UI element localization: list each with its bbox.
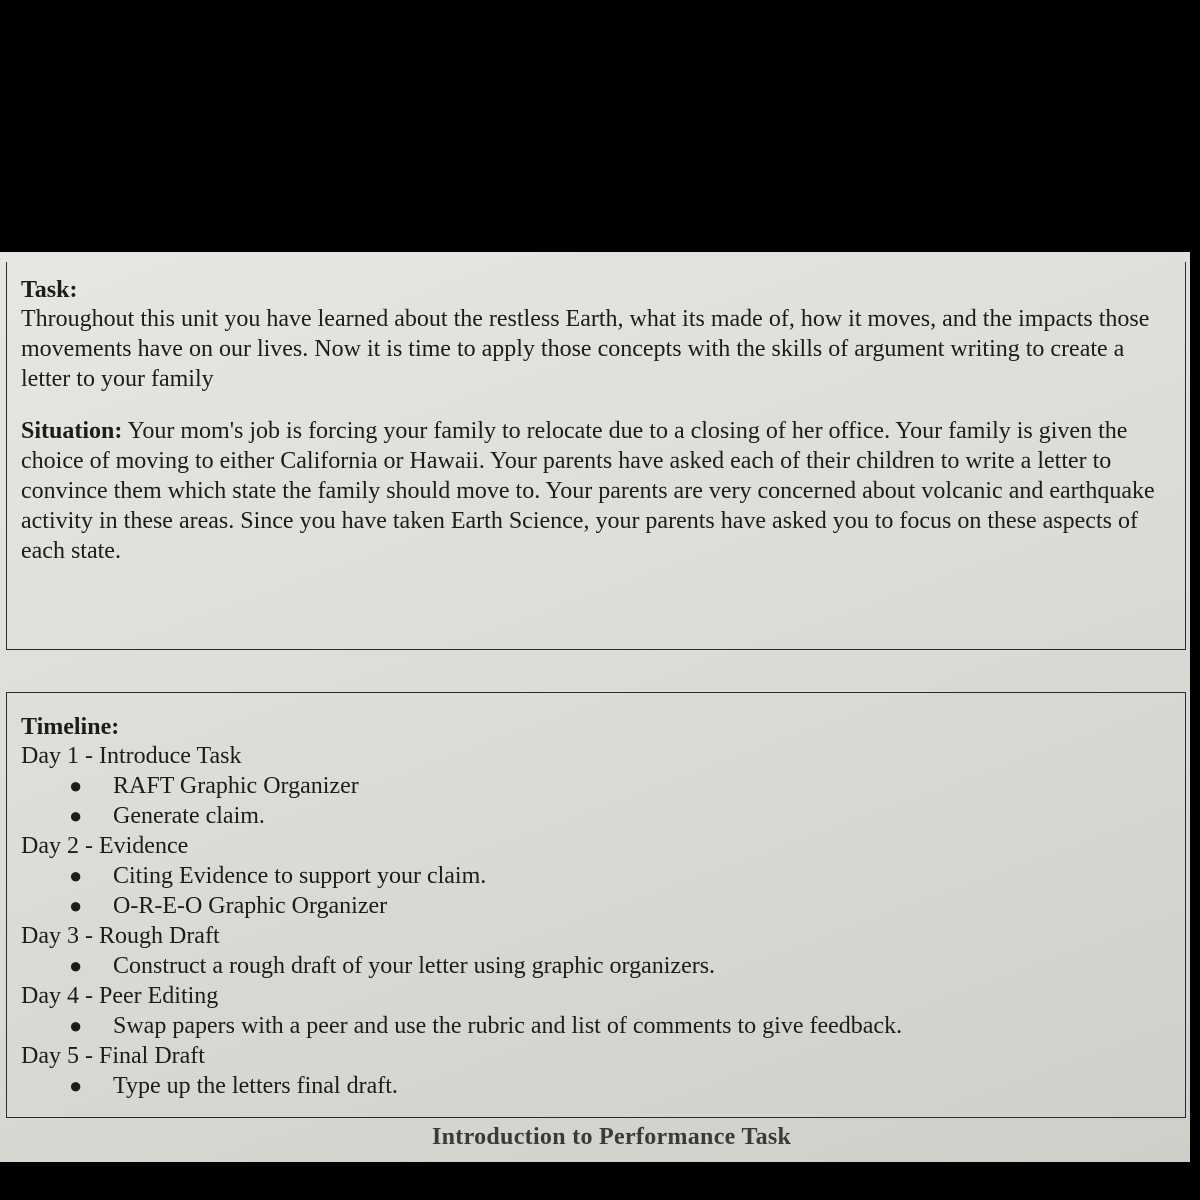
situation-body: Your mom's job is forcing your family to relocate due to a closing of her office. Your family is given the choice of moving to either California or Hawaii. Your parents have asked each of their children to write a letter to convince them which state the family should move to. Your parents are very concerned about volcanic and earthquake activity in these areas. Since you have taken Earth Science, your parents have asked you to focus on these aspects of each state.	[21, 418, 1155, 564]
list-item: ● O-R-E-O Graphic Organizer	[69, 893, 388, 919]
footer-title: Introduction to Performance Task	[432, 1124, 792, 1150]
bullet-icon: ●	[69, 1013, 83, 1038]
list-item: ● Swap papers with a peer and use the rubric and list of comments to give feedback.	[69, 1013, 903, 1039]
situation-paragraph	[21, 416, 1171, 566]
day-1-label: Day 1 - Introduce Task	[21, 743, 242, 769]
bullet-icon: ●	[69, 863, 83, 888]
bullet-icon: ●	[69, 893, 83, 918]
day-4-items	[21, 1011, 1171, 1041]
day-5-items	[21, 1071, 1171, 1101]
situation-label: Situation:	[21, 418, 123, 444]
day-4-label: Day 4 - Peer Editing	[21, 983, 219, 1009]
timeline-heading: Timeline:	[21, 714, 120, 740]
list-item: ● Generate claim.	[69, 803, 265, 829]
task-heading: Task:	[21, 277, 78, 303]
list-item: ● Citing Evidence to support your claim.	[69, 863, 487, 889]
task-body: Throughout this unit you have learned about the restless Earth, what its made of, how it moves, and the impacts those movements have on our lives. Now it is time to apply those concepts with the skills of argument writing to create a letter to your family	[21, 306, 1150, 392]
bullet-icon: ●	[69, 803, 83, 828]
bullet-icon: ●	[69, 1073, 83, 1098]
bullet-icon: ●	[69, 773, 83, 798]
day-3-label: Day 3 - Rough Draft	[21, 923, 220, 949]
list-item: ● RAFT Graphic Organizer	[69, 773, 359, 799]
day-3-items	[21, 951, 1171, 981]
day-5-label: Day 5 - Final Draft	[21, 1043, 205, 1069]
bullet-icon: ●	[69, 953, 83, 978]
day-2-label: Day 2 - Evidence	[21, 833, 189, 859]
timeline-section	[6, 692, 1186, 1118]
task-section	[6, 262, 1186, 650]
day-2-items	[21, 861, 1171, 921]
list-item: ● Type up the letters final draft.	[69, 1073, 398, 1099]
day-1-items	[21, 771, 1171, 831]
list-item: ● Construct a rough draft of your letter using graphic organizers.	[69, 953, 716, 979]
document-page	[0, 252, 1190, 1162]
